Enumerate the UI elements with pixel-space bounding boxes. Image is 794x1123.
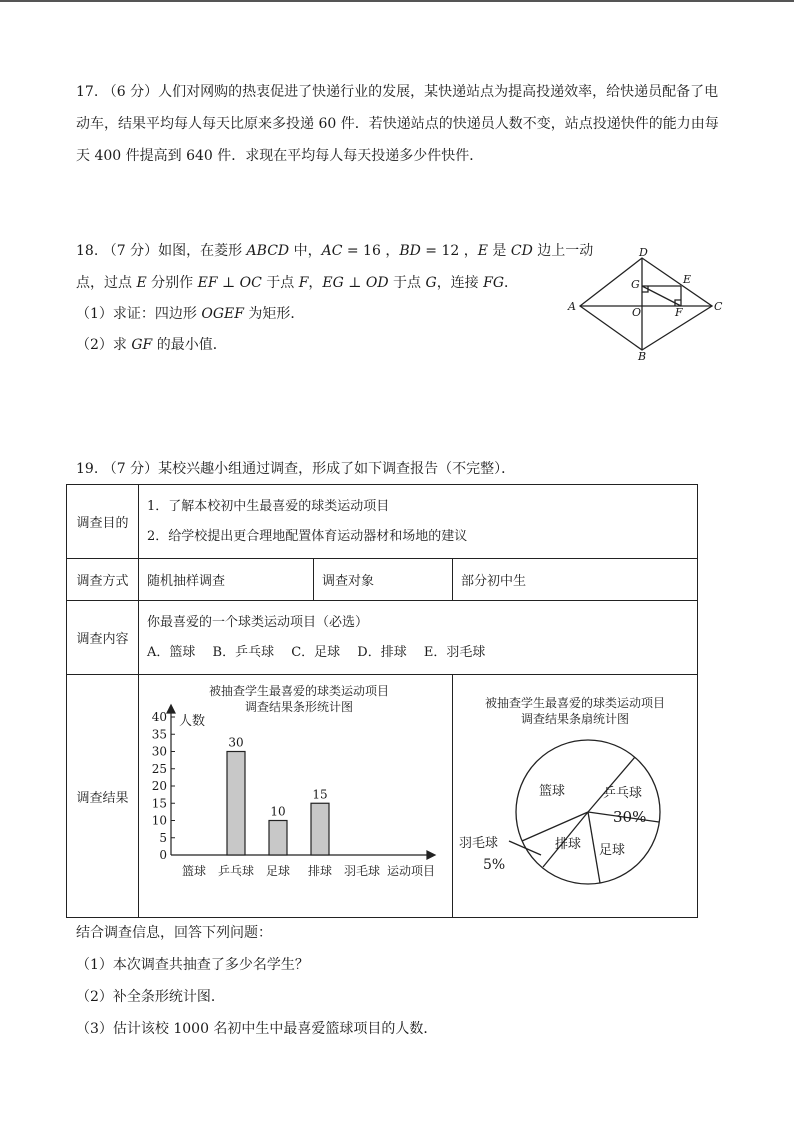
- pie-divider-basketball-pingpong: [588, 757, 635, 812]
- bar-y-tick-label: 30: [151, 744, 168, 759]
- label-f: F: [675, 306, 683, 319]
- label-e: E: [683, 273, 692, 286]
- bar-data-label: 15: [312, 787, 328, 802]
- purpose-cell: [139, 485, 698, 559]
- bar-y-tick-label: 15: [151, 796, 168, 811]
- bar-y-tick-label: 10: [151, 813, 168, 828]
- q17-line-3: 天 400 件提高到 640 件．求现在平均每人每天投递多少件快件．: [76, 148, 484, 164]
- badminton-leader-line: [509, 841, 541, 855]
- bar-3: [311, 803, 329, 855]
- rhombus-abcd: [580, 258, 712, 350]
- content-options: A．篮球 B．乒乓球 C．足球 D．排球 E．羽毛球: [147, 644, 486, 660]
- bar-chart-title-1: 被抽查学生最喜爱的球类运动项目: [209, 684, 390, 698]
- bar-y-tick-label: 0: [159, 848, 168, 862]
- object-value: 部分初中生: [453, 559, 698, 601]
- pie-chart-cell: [453, 675, 698, 918]
- label-result: 调查结果: [67, 675, 139, 918]
- content-cell: [139, 601, 698, 675]
- bar-y-tick-label: 5: [159, 830, 168, 845]
- q17-line-2: 动车，结果平均每人每天比原来多投递 60 件．若快递站点的快递员人数不变，站点投递快件的能力由每: [76, 116, 719, 132]
- label-content: 调查内容: [67, 601, 139, 675]
- bar-y-tick-label: 25: [151, 761, 168, 776]
- bar-chart-ylabel: 人数: [179, 714, 206, 729]
- label-b: B: [638, 350, 647, 362]
- bar-y-axis-arrow: [167, 705, 175, 713]
- pie-pct-badminton: 5%: [483, 857, 506, 873]
- q18-sub-2: （2）求 GF 的最小值．: [76, 337, 227, 353]
- rhombus-figure: [560, 246, 730, 362]
- bar-chart-xlabel: 运动项目: [387, 864, 436, 878]
- bar-chart: [139, 675, 451, 913]
- pie-chart: [453, 675, 697, 913]
- purpose-item-1: 1．了解本校初中生最喜爱的球类运动项目: [147, 498, 390, 514]
- q18-sub-1: （1）求证：四边形 OGEF 为矩形．: [76, 306, 305, 322]
- pie-chart-title-1: 被抽查学生最喜爱的球类运动项目: [484, 696, 666, 710]
- content-question: 你最喜爱的一个球类运动项目（必选）: [147, 614, 369, 630]
- bar-x-axis-arrow: [427, 851, 435, 859]
- bar-y-tick-label: 20: [151, 779, 168, 793]
- bar-category-label: 排球: [308, 864, 333, 878]
- q19-intro: 19. （7 分）某校兴趣小组通过调查，形成了如下调查报告（不完整）．: [76, 461, 516, 477]
- pie-label-badminton: 羽毛球: [459, 836, 499, 851]
- bar-category-label: 乒乓球: [218, 864, 255, 878]
- survey-report-table: [66, 484, 698, 918]
- bar-category-label: 羽毛球: [344, 864, 381, 878]
- q19-question-3: （3）估计该校 1000 名初中生中最喜爱篮球项目的人数．: [76, 1021, 438, 1037]
- q19-question-1: （1）本次调查共抽查了多少名学生？: [76, 957, 309, 973]
- label-object: 调查对象: [314, 559, 453, 601]
- q17-line-1: 17. （6 分）人们对网购的热衷促进了快递行业的发展，某快递站点为提高投递效率，给快递员配备了电: [76, 84, 719, 100]
- top-border: [0, 0, 794, 2]
- bar-data-label: 30: [228, 735, 244, 750]
- method-value: 随机抽样调查: [139, 559, 314, 601]
- bar-chart-title-2: 调查结果条形统计图: [245, 700, 354, 714]
- pie-label-football: 足球: [599, 843, 626, 858]
- pie-label-basketball: 篮球: [539, 784, 566, 799]
- bar-data-label: 10: [270, 804, 286, 819]
- bar-chart-cell: [139, 675, 453, 918]
- pie-pct-pingpong: 30%: [613, 808, 647, 826]
- label-method: 调查方式: [67, 559, 139, 601]
- q19-question-2: （2）补全条形统计图．: [76, 989, 225, 1005]
- pie-label-volleyball: 排球: [555, 837, 582, 852]
- bar-category-label: 篮球: [182, 864, 207, 878]
- bar-2: [269, 821, 287, 856]
- q19-questions-intro: 结合调查信息，回答下列问题：: [76, 925, 272, 941]
- q18-line-2: 点，过点 E 分别作 EF ⊥ OC 于点 F，EG ⊥ OD 于点 G，连接 FG．: [76, 275, 519, 291]
- bar-1: [227, 752, 245, 856]
- label-d: D: [639, 246, 648, 259]
- question-17: [76, 76, 719, 172]
- label-g: G: [631, 278, 640, 291]
- pie-chart-title-2: 调查结果条扇统计图: [520, 712, 630, 726]
- label-c: C: [714, 300, 723, 313]
- label-o: O: [632, 306, 642, 319]
- q18-line-1: 18. （7 分）如图，在菱形 ABCD 中，AC = 16 ，BD = 12 ，E 是 CD 边上一动: [76, 243, 594, 259]
- bar-category-label: 足球: [266, 864, 291, 878]
- label-purpose: 调查目的: [67, 485, 139, 559]
- bar-y-tick-label: 40: [151, 710, 168, 724]
- purpose-item-2: 2．给学校提出更合理地配置体育运动器材和场地的建议: [147, 528, 468, 544]
- pie-label-pingpong: 乒乓球: [603, 786, 643, 801]
- label-a: A: [568, 300, 576, 313]
- bar-y-tick-label: 35: [151, 727, 168, 742]
